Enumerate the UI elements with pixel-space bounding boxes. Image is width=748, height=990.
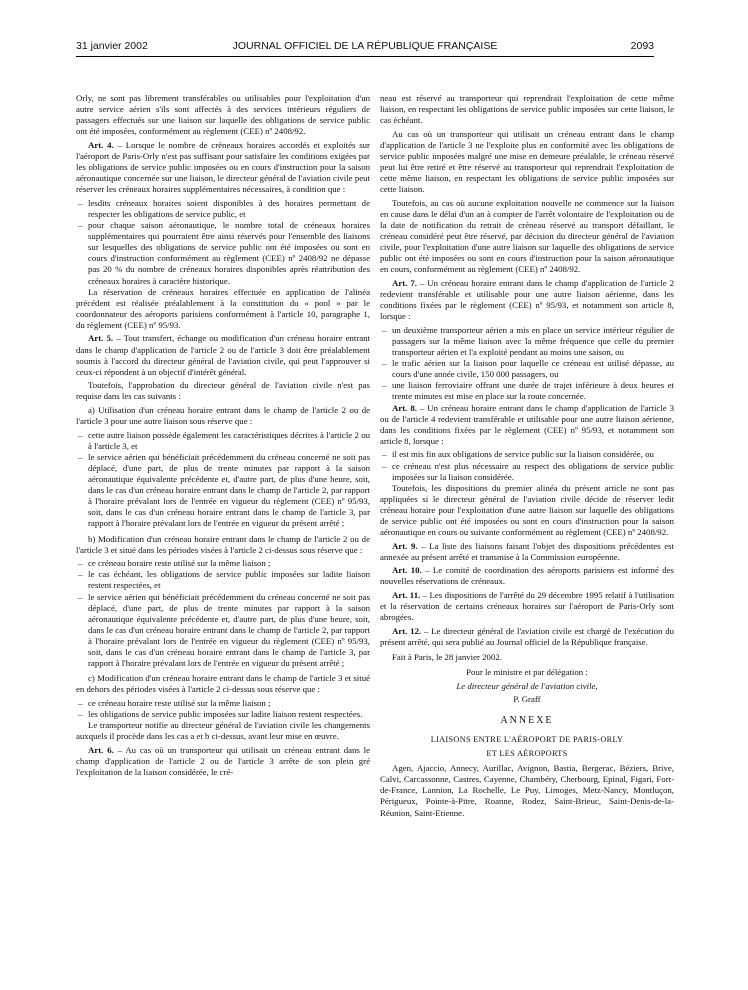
- page-number: 2093: [630, 40, 654, 52]
- article-label: Art. 5.: [88, 333, 114, 344]
- list-item: – pour chaque saison aéronautique, le nombre total de créneaux horaires supplémentaires qui pourraient être ainsi réservés pour l'ensemble des liaisons sur lesquelles des obligations de service public ont été imposées ou sont en cours d'instruction conformément au règlement (CEE) nº 2408/92 ne dépasse pas 20 % du nombre de créneaux horaires disponibles après réattribution des créneaux horaires à caractère historique.: [76, 220, 370, 287]
- article-10: [380, 565, 674, 587]
- paragraph: Toutefois, au cas où aucune exploitation nouvelle ne commence sur la liaison en cause dans le délai d'un an à compter de l'arrêt volontaire de l'exploitation ou de la date de notification du retrait de créneau réservé au transport défaillant, le créneau considéré peut être réservé, par décision du directeur général de l'aviation civile, pour l'exploitation d'une autre liaison sur laquelle des obligations de service public ont été imposées ou sont en cours d'instruction pour la saison aéronautique en cours, conformément au règlement (CEE) nº 2408/92.: [380, 197, 674, 275]
- header-title: JOURNAL OFFICIEL DE LA RÉPUBLIQUE FRANÇAISE: [232, 40, 498, 52]
- right-column: [380, 93, 674, 821]
- list-item: – le service aérien qui bénéficiait précédemment du créneau concerné ne soit pas déplacé, d'une part, de plus de trente minutes par rapport à la saison aéronautique équivalente précédente et, d'autre part, de plus d'une heure, soit, dans le cas d'un créneau horaire entrant dans le champ de l'article 2, par rapport à l'horaire prévalant lors de l'entrée en vigueur du règlement (CEE) nº 95/93, soit, dans le cas d'un créneau horaire entrant dans le champ de l'article 3, par rapport à l'horaire prévalant lors de l'entrée en vigueur du présent arrêté ;: [76, 452, 370, 530]
- article-7: [380, 278, 674, 322]
- page-header: [76, 40, 654, 56]
- list-item: – le trafic aérien sur la liaison pour laquelle ce créneau est utilisé dépasse, au cours d'une année civile, 150 000 passagers, ou: [380, 358, 674, 380]
- list-item: – ce créneau horaire reste utilisé sur la même liaison ;: [76, 558, 370, 569]
- list-item: – lesdits créneaux horaires soient disponibles à des horaires permettant de respecter les obligations de service public, et: [76, 198, 370, 220]
- article-label: Art. 7.: [392, 278, 417, 288]
- list-item: – ce créneau n'est plus nécessaire au respect des obligations de service public imposées sur la liaison considérée.: [380, 461, 674, 483]
- list-item: – un deuxième transporteur aérien a mis en place un service intérieur régulier de passagers sur la même liaison avec la même fréquence que celle du premier transporteur aérien et l'a exploité pendant au moins une saison, ou: [380, 325, 674, 358]
- article-label: Art. 8.: [392, 402, 417, 413]
- signature-name: P. Graff: [513, 694, 541, 705]
- list-item: – le service aérien qui bénéficiait précédemment du créneau concerné ne soit pas déplacé, d'une part, de plus de trente minutes par rapport à la saison aéronautique équivalente précédente et, d'autre part, de plus d'une heure, soit, dans le cas d'un créneau horaire entrant dans le champ de l'article 2, par rapport à l'horaire prévalant lors de l'entrée en vigueur du règlement (CEE) nº 95/93, soit, dans le cas d'un créneau horaire entrant dans le champ de l'article 3, par rapport à l'horaire prévalant lors de l'entrée en vigueur du présent arrêté ;: [76, 592, 370, 670]
- paragraph: Toutefois, l'approbation du directeur général de l'aviation civile n'est pas requise dans les cas suivants :: [76, 380, 370, 402]
- annexe-heading: ANNEXE: [500, 715, 554, 727]
- article-text: – Lorsque le nombre de créneaux horaires accordés et exploités sur l'aéroport de Paris-Orly n'est pas suffisant pour satisfaire les conditions exigées par les obligations de service public imposées ou en cours d'instruction pour la saison aéronautique concernée sur une liaison, le directeur général de l'aviation civile peut réserver les créneaux horaires supplémentaires nécessaires, à condition que :: [76, 139, 370, 195]
- article-text: – Un créneau horaire entrant dans le champ d'application de l'article 3 ou de l'article 4 redevient transférable et utilisable pour une autre liaison aérienne, dans les conditions fixées par le règlement (CEE) nº 95/93, et notamment son article 8, lorsque :: [380, 402, 674, 446]
- article-12: [380, 626, 674, 648]
- article-text: – Tout transfert, échange ou modification d'un créneau horaire entrant dans le champ d'application de l'article 2 ou de l'article 3 doit être préalablement soumis à l'accord du directeur général de l'aviation civile, qui peut l'approuver si ceux-ci répondent à un objectif d'intérêt général.: [76, 333, 370, 377]
- article-9: [380, 541, 674, 563]
- paragraph: Orly, ne sont pas librement transférables ou utilisables pour l'exploitation d'un autre service aérien s'ils sont affectés à des services intérieurs réguliers de passagers effectués sur une liaison sur laquelle des obligations de service public ont été imposées, conformément au règlement (CEE) nº 2408/92.: [76, 93, 370, 137]
- paragraph: neau est réservé au transporteur qui reprendrait l'exploitation de cette même liaison, en respectant les obligations de service public imposées sur cette liaison, le cas échéant.: [380, 93, 674, 126]
- article-text: – La liste des liaisons faisant l'objet des dispositions précédentes est annexée au présent arrêté et transmise à la Commission européenne.: [380, 540, 674, 562]
- article-6: [76, 745, 370, 778]
- left-column: [76, 93, 370, 781]
- annexe-subtitle: ET LES AÉROPORTS: [486, 749, 568, 759]
- article-label: Art. 12.: [392, 625, 422, 636]
- paragraph: b) Modification d'un créneau horaire entrant dans le champ de l'article 2 ou de l'article 3 et situé dans les périodes visées à l'article 2 ci-dessus sous réserve que :: [76, 533, 370, 555]
- paragraph: Le transporteur notifie au directeur général de l'aviation civile les changements auxquels il procède dans les cas a et b ci-dessus, avant leur mise en œuvre.: [76, 720, 370, 742]
- article-8: [380, 403, 674, 447]
- paragraph: c) Modification d'un créneau horaire entrant dans le champ de l'article 3 et situé en dehors des périodes visées à l'article 2 ci-dessus sous réserve que :: [76, 673, 370, 695]
- article-label: Art. 10.: [392, 565, 422, 576]
- signature-line: Pour le ministre et par délégation :: [466, 667, 588, 678]
- paragraph: Au cas où un transporteur qui utilisait un créneau entrant dans le champ d'application de l'article 3 ne l'exploite plus en conformité avec les obligations de service public imposées malgré une mise en demeure préalable, le créneau réservé peut lui être retiré et être réservé au transporteur qui reprendrait l'exploitation de cette même liaison, en respectant les obligations de service public imposées sur cette liaison.: [380, 128, 674, 195]
- article-label: Art. 9.: [392, 540, 418, 551]
- header-date: 31 janvier 2002: [76, 40, 148, 52]
- list-item: – une liaison ferroviaire offrant une durée de trajet inférieure à deux heures et trente minutes est mise en place sur la route concernée.: [380, 380, 674, 402]
- paragraph: a) Utilisation d'un créneau horaire entrant dans le champ de l'article 2 ou de l'article 3 pour une autre liaison sous réserve que :: [76, 405, 370, 427]
- article-text: – Le comité de coordination des aéroports parisiens est informé des nouvelles réservations de créneaux.: [380, 565, 674, 587]
- annexe-airport-list: Agen, Ajaccio, Annecy, Aurillac, Avignon, Bastia, Bergerac, Béziers, Brive, Calvi, Carcassonne, Castres, Cayenne, Chambéry, Cherbourg, Epinal, Figari, Fort-de-France, Lannion, La Rochelle, Le Puy, Limoges, Metz-Nancy, Montluçon, Périgueux, Pointe-à-Pitre, Roanne, Rodez, Saint-Brieuc, Saint-Denis-de-la-Réunion, Saint-Etienne.: [380, 763, 674, 818]
- article-11: [380, 590, 674, 623]
- signature-title: Le directeur général de l'aviation civile,: [456, 680, 598, 691]
- list-item: – le cas échéant, les obligations de service public imposées sur ladite liaison restent respectées, et: [76, 569, 370, 591]
- article-5: [76, 333, 370, 377]
- article-text: – Le directeur général de l'aviation civile est chargé de l'exécution du présent arrêté, qui sera publié au Journal officiel de la République française.: [380, 625, 674, 647]
- header-rule: [76, 56, 654, 57]
- article-text: – Les dispositions de l'arrêté du 29 décembre 1995 relatif à l'utilisation et la réservation de certains créneaux horaires sur l'aéroport de Paris-Orly sont abrogées.: [380, 590, 674, 623]
- signature-place-date: Fait à Paris, le 28 janvier 2002.: [392, 652, 502, 662]
- article-label: Art. 6.: [88, 744, 114, 755]
- article-text: – Un créneau horaire entrant dans le champ d'application de l'article 2 redevient transférable et utilisable pour une autre liaison aérienne, dans les conditions fixées par le règlement (CEE) nº 95/93, et notamment son article 8, lorsque :: [380, 278, 674, 322]
- article-label: Art. 4.: [88, 139, 114, 150]
- annexe-title: LIAISONS ENTRE L'AÉROPORT DE PARIS-ORLY: [430, 735, 624, 745]
- article-text: – Au cas où un transporteur qui utilisait un créneau entrant dans le champ d'application de l'article 2 ou de l'article 3 arrête de son plein gré l'exploitation de la liaison considérée, le cré-: [76, 744, 370, 777]
- paragraph: Toutefois, les dispositions du premier alinéa du présent article ne sont pas appliquées si le directeur général de l'aviation civile décide de réserver ledit créneau horaire pour l'exploitation d'une autre liaison sur laquelle des obligations de service public ont été imposées ou sont en cours d'instruction pour la saison aéronautique en cours ou suivante conformément au règlement (CEE) nº 2408/92.: [380, 482, 674, 538]
- list-item: – ce créneau horaire reste utilisé sur la même liaison ;: [76, 698, 370, 709]
- article-label: Art. 11.: [392, 590, 421, 601]
- list-item: – il est mis fin aux obligations de service public sur la liaison considérée, ou: [380, 449, 674, 460]
- list-item: – les obligations de service public imposées sur ladite liaison restent respectées.: [76, 709, 370, 720]
- list-item: – cette autre liaison possède également les caractéristiques décrites à l'article 2 ou à l'article 3, et: [76, 430, 370, 452]
- paragraph: La réservation de créneaux horaires effectuée en application de l'alinéa précédent est réalisée préalablement à la constitution du « pool » par le coordonnateur des aéroports parisiens conformément à l'article 10, paragraphe 1, du règlement (CEE) nº 95/93.: [76, 286, 370, 330]
- article-4: [76, 140, 370, 195]
